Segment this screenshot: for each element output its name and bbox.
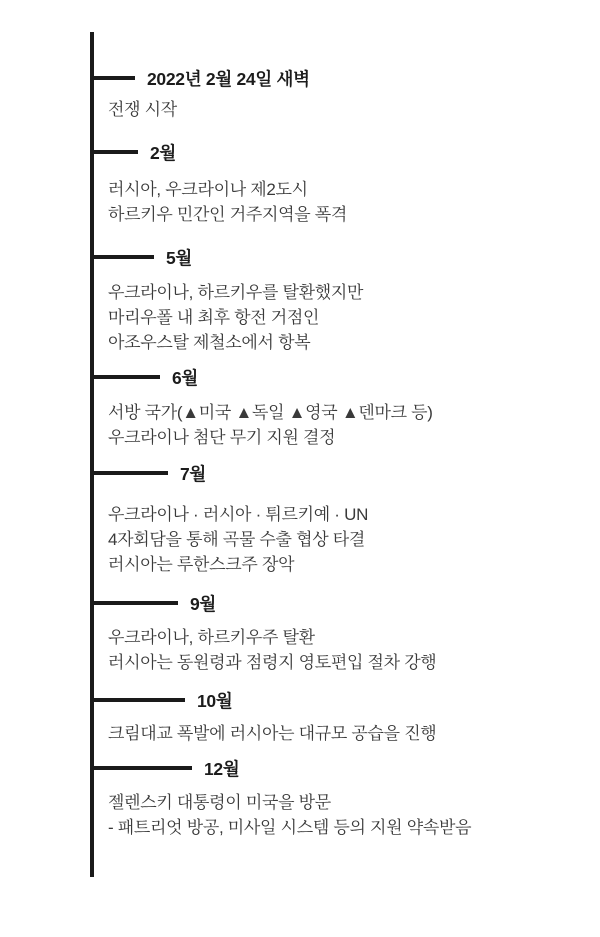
entry-body-line: 우크라이나 · 러시아 · 튀르키예 · UN bbox=[108, 505, 369, 524]
entry-body bbox=[108, 280, 363, 355]
entry-body-line: 마리우폴 내 최후 항전 거점인 bbox=[108, 308, 320, 327]
entry-body-line: 우크라이나, 하르키우를 탈환했지만 bbox=[108, 283, 364, 302]
entry-body-line: 젤렌스키 대통령이 미국을 방문 bbox=[108, 793, 331, 812]
tick-mark bbox=[90, 698, 185, 702]
entry-body bbox=[108, 400, 433, 450]
entry-header bbox=[90, 756, 471, 780]
timeline-entry bbox=[90, 591, 436, 675]
tick-mark bbox=[90, 601, 178, 605]
entry-header bbox=[90, 365, 433, 389]
entry-body-line: 러시아, 우크라이나 제2도시 bbox=[108, 180, 308, 199]
entry-body-line: - 패트리엇 방공, 미사일 시스템 등의 지원 약속받음 bbox=[108, 818, 472, 837]
tick-mark bbox=[90, 150, 138, 154]
timeline-entry bbox=[90, 140, 347, 227]
entry-header bbox=[90, 461, 368, 485]
entry-date-label: 7월 bbox=[180, 463, 207, 484]
entry-header bbox=[90, 591, 436, 615]
entry-body bbox=[108, 721, 436, 746]
entry-body-line: 하르키우 민간인 거주지역을 폭격 bbox=[108, 205, 347, 224]
entry-body bbox=[108, 790, 471, 840]
tick-mark bbox=[90, 255, 154, 259]
entry-body-line: 우크라이나, 하르키우주 탈환 bbox=[108, 628, 315, 647]
entry-header bbox=[90, 245, 363, 269]
entry-date-label: 5월 bbox=[166, 247, 193, 268]
timeline-entry bbox=[90, 66, 310, 122]
entry-body bbox=[108, 625, 436, 675]
entry-body-line: 서방 국가(▲미국 ▲독일 ▲영국 ▲덴마크 등) bbox=[108, 403, 433, 422]
entry-body-line: 우크라이나 첨단 무기 지원 결정 bbox=[108, 428, 336, 447]
entry-date-label: 10월 bbox=[197, 690, 233, 711]
entry-body bbox=[108, 97, 310, 122]
entry-body-line: 아조우스탈 제철소에서 항복 bbox=[108, 333, 311, 352]
tick-mark bbox=[90, 471, 168, 475]
entry-body bbox=[108, 502, 368, 577]
timeline-entry bbox=[90, 688, 436, 746]
entry-header bbox=[90, 66, 310, 90]
entry-body-line: 크림대교 폭발에 러시아는 대규모 공습을 진행 bbox=[108, 724, 437, 743]
tick-mark bbox=[90, 375, 160, 379]
tick-mark bbox=[90, 76, 135, 80]
entry-header bbox=[90, 140, 347, 164]
tick-mark bbox=[90, 766, 192, 770]
entry-body-line: 4자회담을 통해 곡물 수출 협상 타결 bbox=[108, 530, 365, 549]
entry-date-label: 12월 bbox=[204, 758, 240, 779]
entry-date-label: 6월 bbox=[172, 367, 199, 388]
entry-date-label: 2월 bbox=[150, 142, 177, 163]
timeline-entry bbox=[90, 461, 368, 577]
entry-body-line: 러시아는 루한스크주 장악 bbox=[108, 555, 295, 574]
entry-body bbox=[108, 177, 347, 227]
entry-date-label: 2022년 2월 24일 새벽 bbox=[147, 68, 310, 89]
entry-body-line: 전쟁 시작 bbox=[108, 100, 177, 119]
entry-date-label: 9월 bbox=[190, 593, 217, 614]
timeline-entry bbox=[90, 245, 363, 355]
entry-header bbox=[90, 688, 436, 712]
timeline-entry bbox=[90, 756, 471, 840]
entry-body-line: 러시아는 동원령과 점령지 영토편입 절차 강행 bbox=[108, 653, 437, 672]
timeline-entry bbox=[90, 365, 433, 450]
